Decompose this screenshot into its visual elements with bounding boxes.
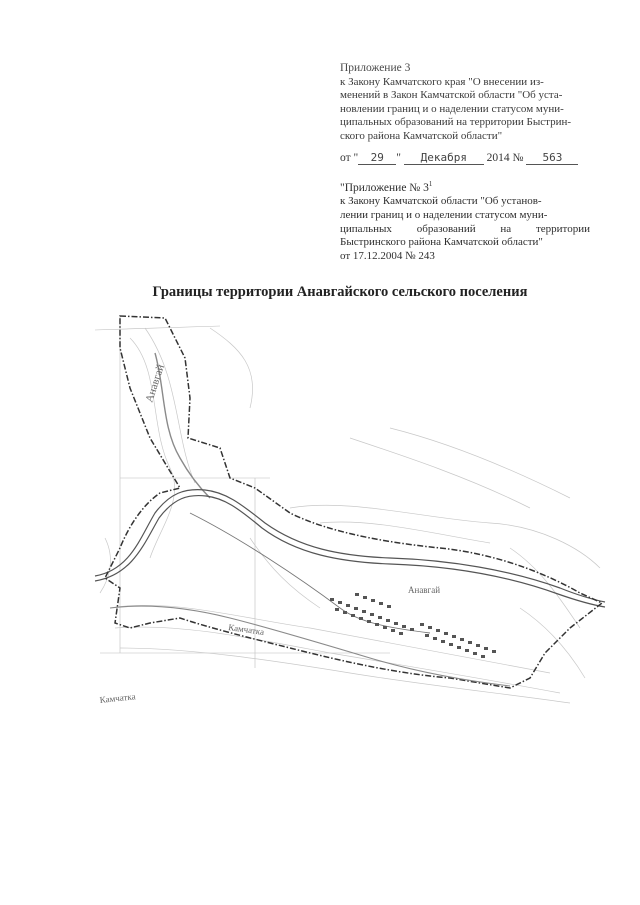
river-kamchatka <box>110 606 510 686</box>
appendix-line: менений в Закон Камчатской области "Об уста- <box>340 89 563 102</box>
boundary-map-svg <box>90 308 610 708</box>
quoted-line: лении границ и о наделении статусом муни- <box>340 209 548 222</box>
quoted-title <box>340 178 590 195</box>
map-grid <box>95 316 390 668</box>
appendix-line: новлении границ и о наделении статусом муни- <box>340 102 564 115</box>
date-separator: " <box>396 152 401 164</box>
quoted-line: ципальных образований на территории <box>340 222 590 235</box>
date-month: Декабря <box>404 152 484 165</box>
label-river-anavgai: Анавгай <box>143 362 167 404</box>
quoted-title-text: "Приложение № 3 <box>340 181 429 194</box>
quoted-line: Быстринского района Камчатской области" <box>340 236 543 249</box>
map-contours <box>100 328 600 703</box>
appendix-line: ципальных образований на территории Быстрин- <box>340 116 572 129</box>
boundary-map <box>90 308 610 708</box>
law-number: 563 <box>526 152 578 165</box>
label-village-anavgai: Анавгай <box>408 585 441 595</box>
page-title: Границы территории Анавгайского сельского поселения <box>152 284 528 300</box>
quoted-appendix <box>340 178 590 263</box>
appendix-header <box>340 62 602 144</box>
quoted-line: от 17.12.2004 № 243 <box>340 249 435 262</box>
appendix-title: Приложение 3 <box>340 62 411 74</box>
settlement-boundary <box>105 316 602 688</box>
date-year: 2014 № <box>486 152 524 164</box>
village-buildings <box>330 593 496 658</box>
label-river-kamchatka: Камчатка <box>227 622 265 637</box>
date-day: 29 <box>358 152 396 165</box>
quoted-title-superscript: 1 <box>428 180 433 188</box>
label-river-kamchatka-south: Камчатка <box>99 691 137 705</box>
appendix-line: ского района Камчатской области" <box>340 129 503 142</box>
appendix-line: к Закону Камчатского края "О внесении из- <box>340 75 544 88</box>
date-prefix: от " <box>340 152 359 164</box>
law-date-line <box>340 152 602 165</box>
road-secondary <box>190 513 430 633</box>
road-main-edge <box>95 496 605 607</box>
quoted-line: к Закону Камчатской области "Об установ- <box>340 195 542 208</box>
